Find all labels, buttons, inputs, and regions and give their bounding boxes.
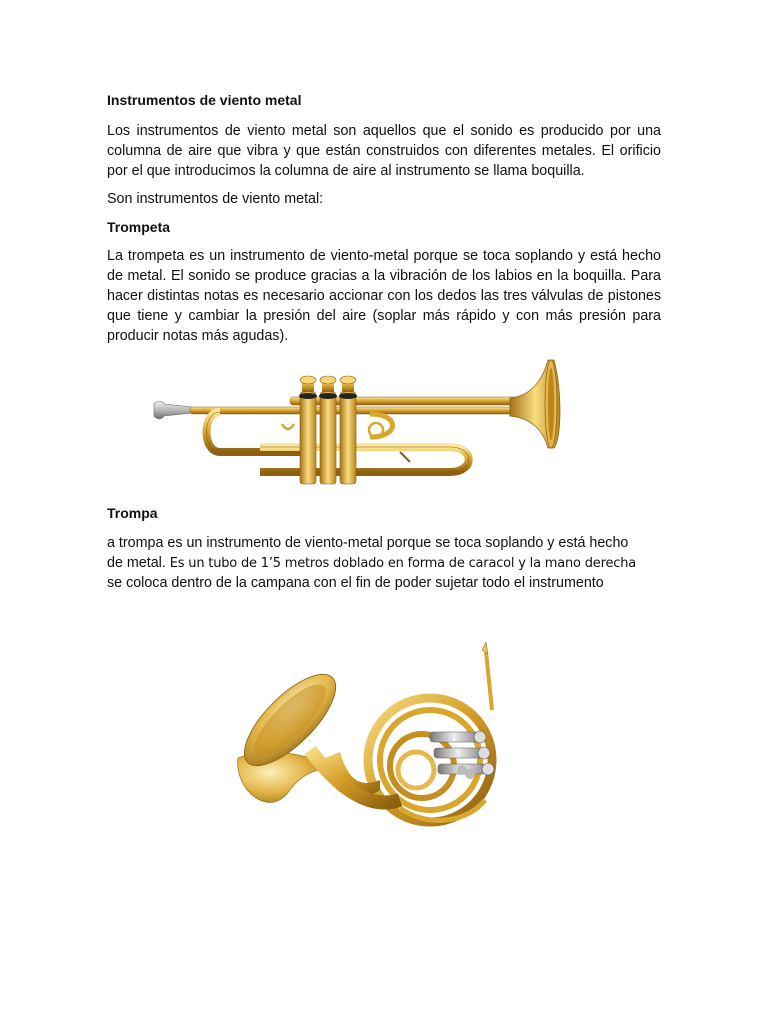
french-horn-image [230, 640, 510, 858]
trompa-line2-rest: Es un tubo de 1’5 metros doblado en forma de caracol y la mano derecha [169, 556, 637, 571]
section-heading-trompeta: Trompeta [107, 219, 171, 235]
trompeta-paragraph: La trompeta es un instrumento de viento-metal porque se toca soplando y está hecho de metal. El sonido se produce gracias a la vibración de los labios en la boquilla. Para hacer distintas notas es necesario accionar con los dedos las tres válvulas de pistones que tiene y cambiar la presión del aire (soplar más rápido y con más presión para producir notas más agudas). [107, 248, 661, 344]
trompa-paragraph-line3: se coloca dentro de la campana con el fin de poder sujetar todo el instrumento [107, 575, 604, 591]
section-heading-trompa: Trompa [107, 505, 158, 521]
intro-paragraph: Los instrumentos de viento metal son aquellos que el sonido es producido por una columna de aire que vibra y que están construidos con diferentes metales. El orificio por el que introducimos la columna de aire al instrumento se llama boquilla. [107, 123, 661, 179]
list-intro: Son instrumentos de viento metal: [107, 191, 324, 207]
trompa-line2-start: de metal. [107, 555, 170, 571]
trumpet-image [150, 352, 562, 490]
trompa-paragraph-line1: a trompa es un instrumento de viento-metal porque se toca soplando y está hecho [107, 535, 629, 551]
page-title: Instrumentos de viento metal [107, 92, 302, 108]
trompa-paragraph-line2 [107, 553, 661, 574]
